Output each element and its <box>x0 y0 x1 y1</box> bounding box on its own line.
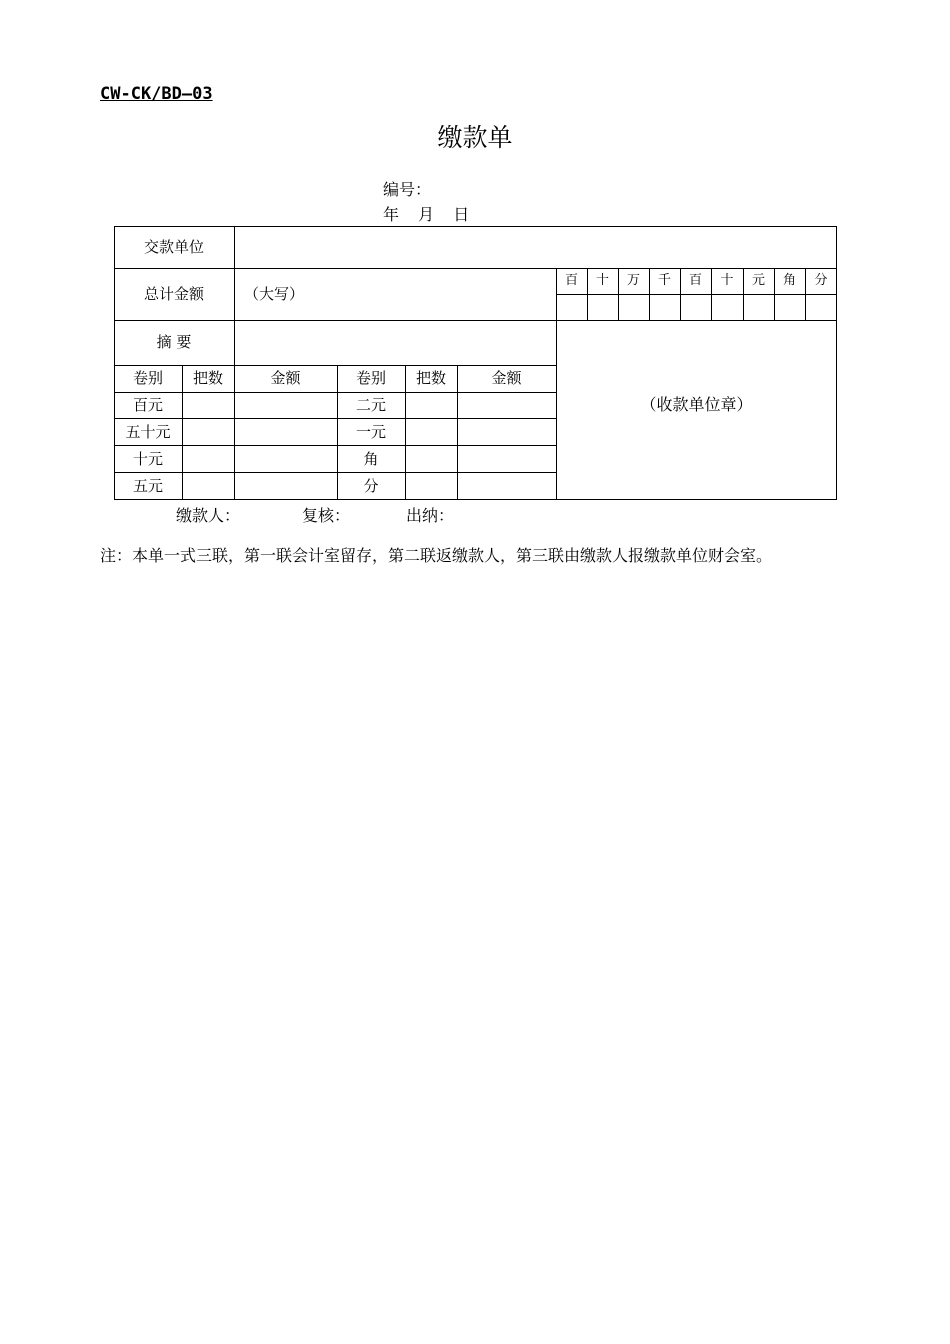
digit-header: 百 <box>564 273 578 288</box>
payer-sign: 缴款人： <box>176 506 241 525</box>
date-year: 年 <box>383 205 402 224</box>
denomination: 百元 <box>132 396 163 414</box>
column-header: 把数 <box>415 369 446 387</box>
col-divider <box>234 226 235 365</box>
denomination: 分 <box>363 477 379 495</box>
denomination: 一元 <box>355 423 386 441</box>
summary-label: 摘 要 <box>156 333 192 351</box>
row-divider <box>114 268 837 269</box>
total-amount-label: 总计金额 <box>143 285 204 303</box>
denomination: 五十元 <box>125 423 171 441</box>
row-divider <box>114 472 556 473</box>
digit-header: 十 <box>720 273 734 288</box>
date-day: 日 <box>453 205 472 224</box>
denomination: 五元 <box>132 477 163 495</box>
digit-header: 角 <box>782 273 796 288</box>
col-divider <box>556 268 557 500</box>
form-code: CW-CK/BD—03 <box>100 84 213 104</box>
form-note: 注：本单一式三联，第一联会计室留存，第二联返缴款人，第三联由缴款人报缴款单位财会室。 <box>100 546 773 565</box>
digit-header: 千 <box>657 273 671 288</box>
reviewer-sign: 复核： <box>302 506 351 525</box>
digit-header: 分 <box>814 273 828 288</box>
digit-header: 万 <box>626 273 640 288</box>
column-header: 卷别 <box>132 369 163 387</box>
digit-header: 十 <box>595 273 609 288</box>
number-label: 编号： <box>383 180 432 199</box>
row-divider <box>114 418 556 419</box>
denomination: 角 <box>363 450 379 468</box>
digit-header: 百 <box>688 273 702 288</box>
column-header: 金额 <box>491 369 522 387</box>
denomination: 二元 <box>355 396 386 414</box>
column-header: 卷别 <box>355 369 386 387</box>
row-divider <box>556 294 837 295</box>
row-divider <box>114 365 556 366</box>
row-divider <box>114 445 556 446</box>
capital-note: （大写） <box>244 285 305 303</box>
row-divider <box>114 320 837 321</box>
column-header: 把数 <box>192 369 223 387</box>
payer-unit-label: 交款单位 <box>143 238 204 256</box>
date-month: 月 <box>418 205 437 224</box>
stamp-label: （收款单位章） <box>640 395 753 414</box>
digit-header: 元 <box>751 273 765 288</box>
column-header: 金额 <box>270 369 301 387</box>
denomination: 十元 <box>132 450 163 468</box>
date-line <box>383 202 481 225</box>
form-title: 缴款单 <box>437 123 513 152</box>
cashier-sign: 出纳： <box>406 506 455 525</box>
row-divider <box>114 392 556 393</box>
